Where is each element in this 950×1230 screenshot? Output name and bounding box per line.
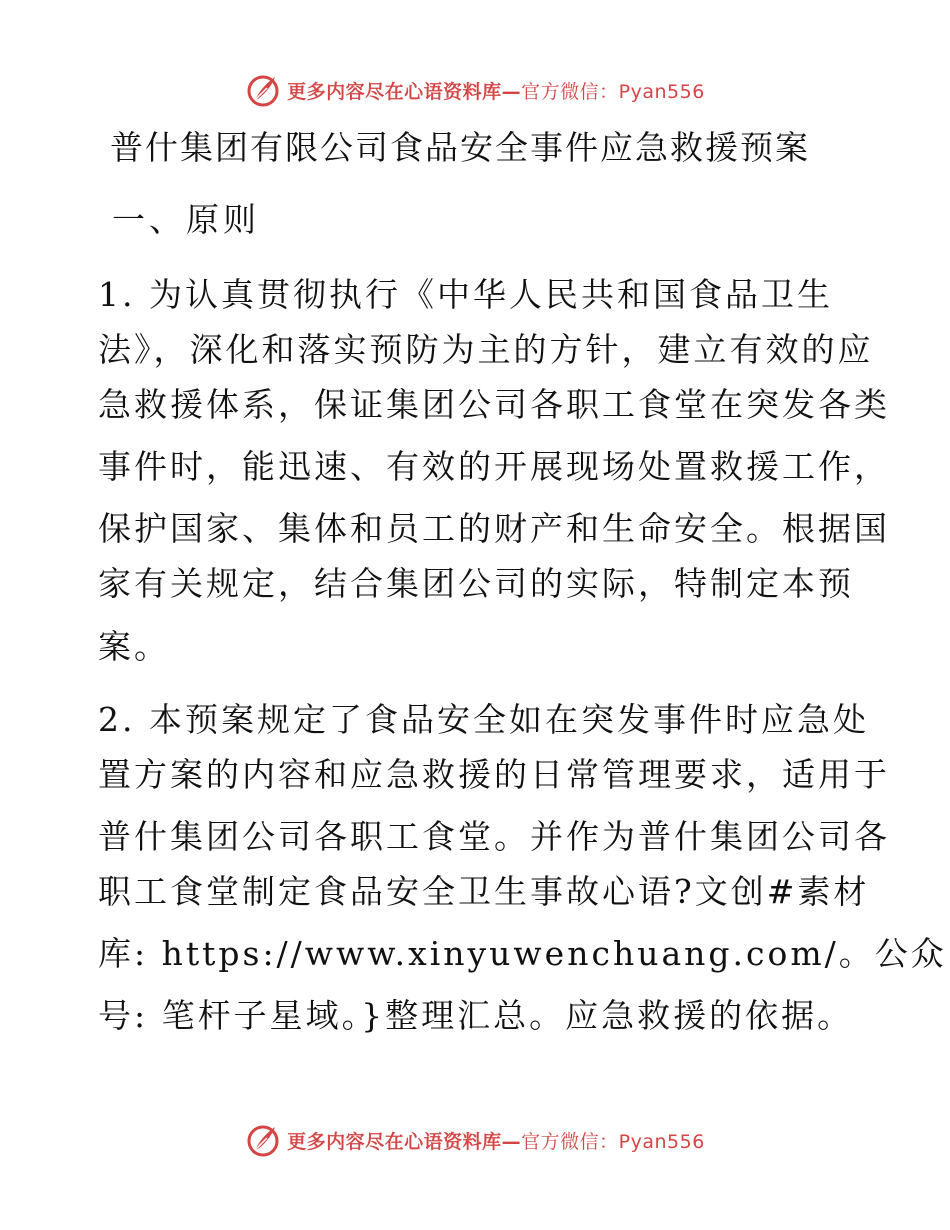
text-line: 普什集团公司各职工食堂。并作为普什集团公司各 bbox=[98, 817, 890, 856]
text-line: 2. 本预案规定了食品安全如在突发事件时应急处 bbox=[98, 700, 869, 739]
wechat-id: 官方微信：Pyan556 bbox=[521, 80, 705, 103]
watermark-text: 更多内容尽在心语资料库—官方微信：Pyan556 bbox=[287, 80, 705, 103]
feather-pen-logo-icon bbox=[245, 1122, 281, 1158]
footer-watermark bbox=[0, 1120, 950, 1160]
wechat-id: 官方微信：Pyan556 bbox=[521, 1130, 705, 1153]
text-line: 保护国家、集体和员工的财产和生命安全。根据国 bbox=[98, 509, 890, 548]
text-line: 职工食堂制定食品安全卫生事故心语?文创#素材 bbox=[98, 872, 870, 911]
watermark-text: 更多内容尽在心语资料库—官方微信：Pyan556 bbox=[287, 1130, 705, 1153]
section-heading: 一、原则 bbox=[112, 200, 260, 239]
text-line: 1. 为认真贯彻执行《中华人民共和国食品卫生 bbox=[98, 275, 833, 314]
text-line: 家有关规定，结合集团公司的实际，特制定本预 bbox=[98, 564, 854, 603]
text-line: 号: 笔杆子星域。}整理汇总。应急救援的依据。 bbox=[98, 996, 854, 1035]
header-watermark bbox=[0, 70, 950, 110]
text-line: 案。 bbox=[98, 627, 170, 666]
text-line: 法》，深化和落实预防为主的方针，建立有效的应 bbox=[98, 330, 874, 369]
text-line: 库: https://www.xinyuwenchuang.com/。公众 bbox=[98, 934, 947, 973]
text-line: 事件时，能迅速、有效的开展现场处置救援工作， bbox=[98, 447, 890, 486]
feather-pen-logo-icon bbox=[245, 72, 281, 108]
text-line: 急救援体系，保证集团公司各职工食堂在突发各类 bbox=[98, 385, 890, 424]
text-line: 置方案的内容和应急救援的日常管理要求，适用于 bbox=[98, 755, 890, 794]
document-title: 普什集团有限公司食品安全事件应急救援预案 bbox=[110, 128, 810, 167]
